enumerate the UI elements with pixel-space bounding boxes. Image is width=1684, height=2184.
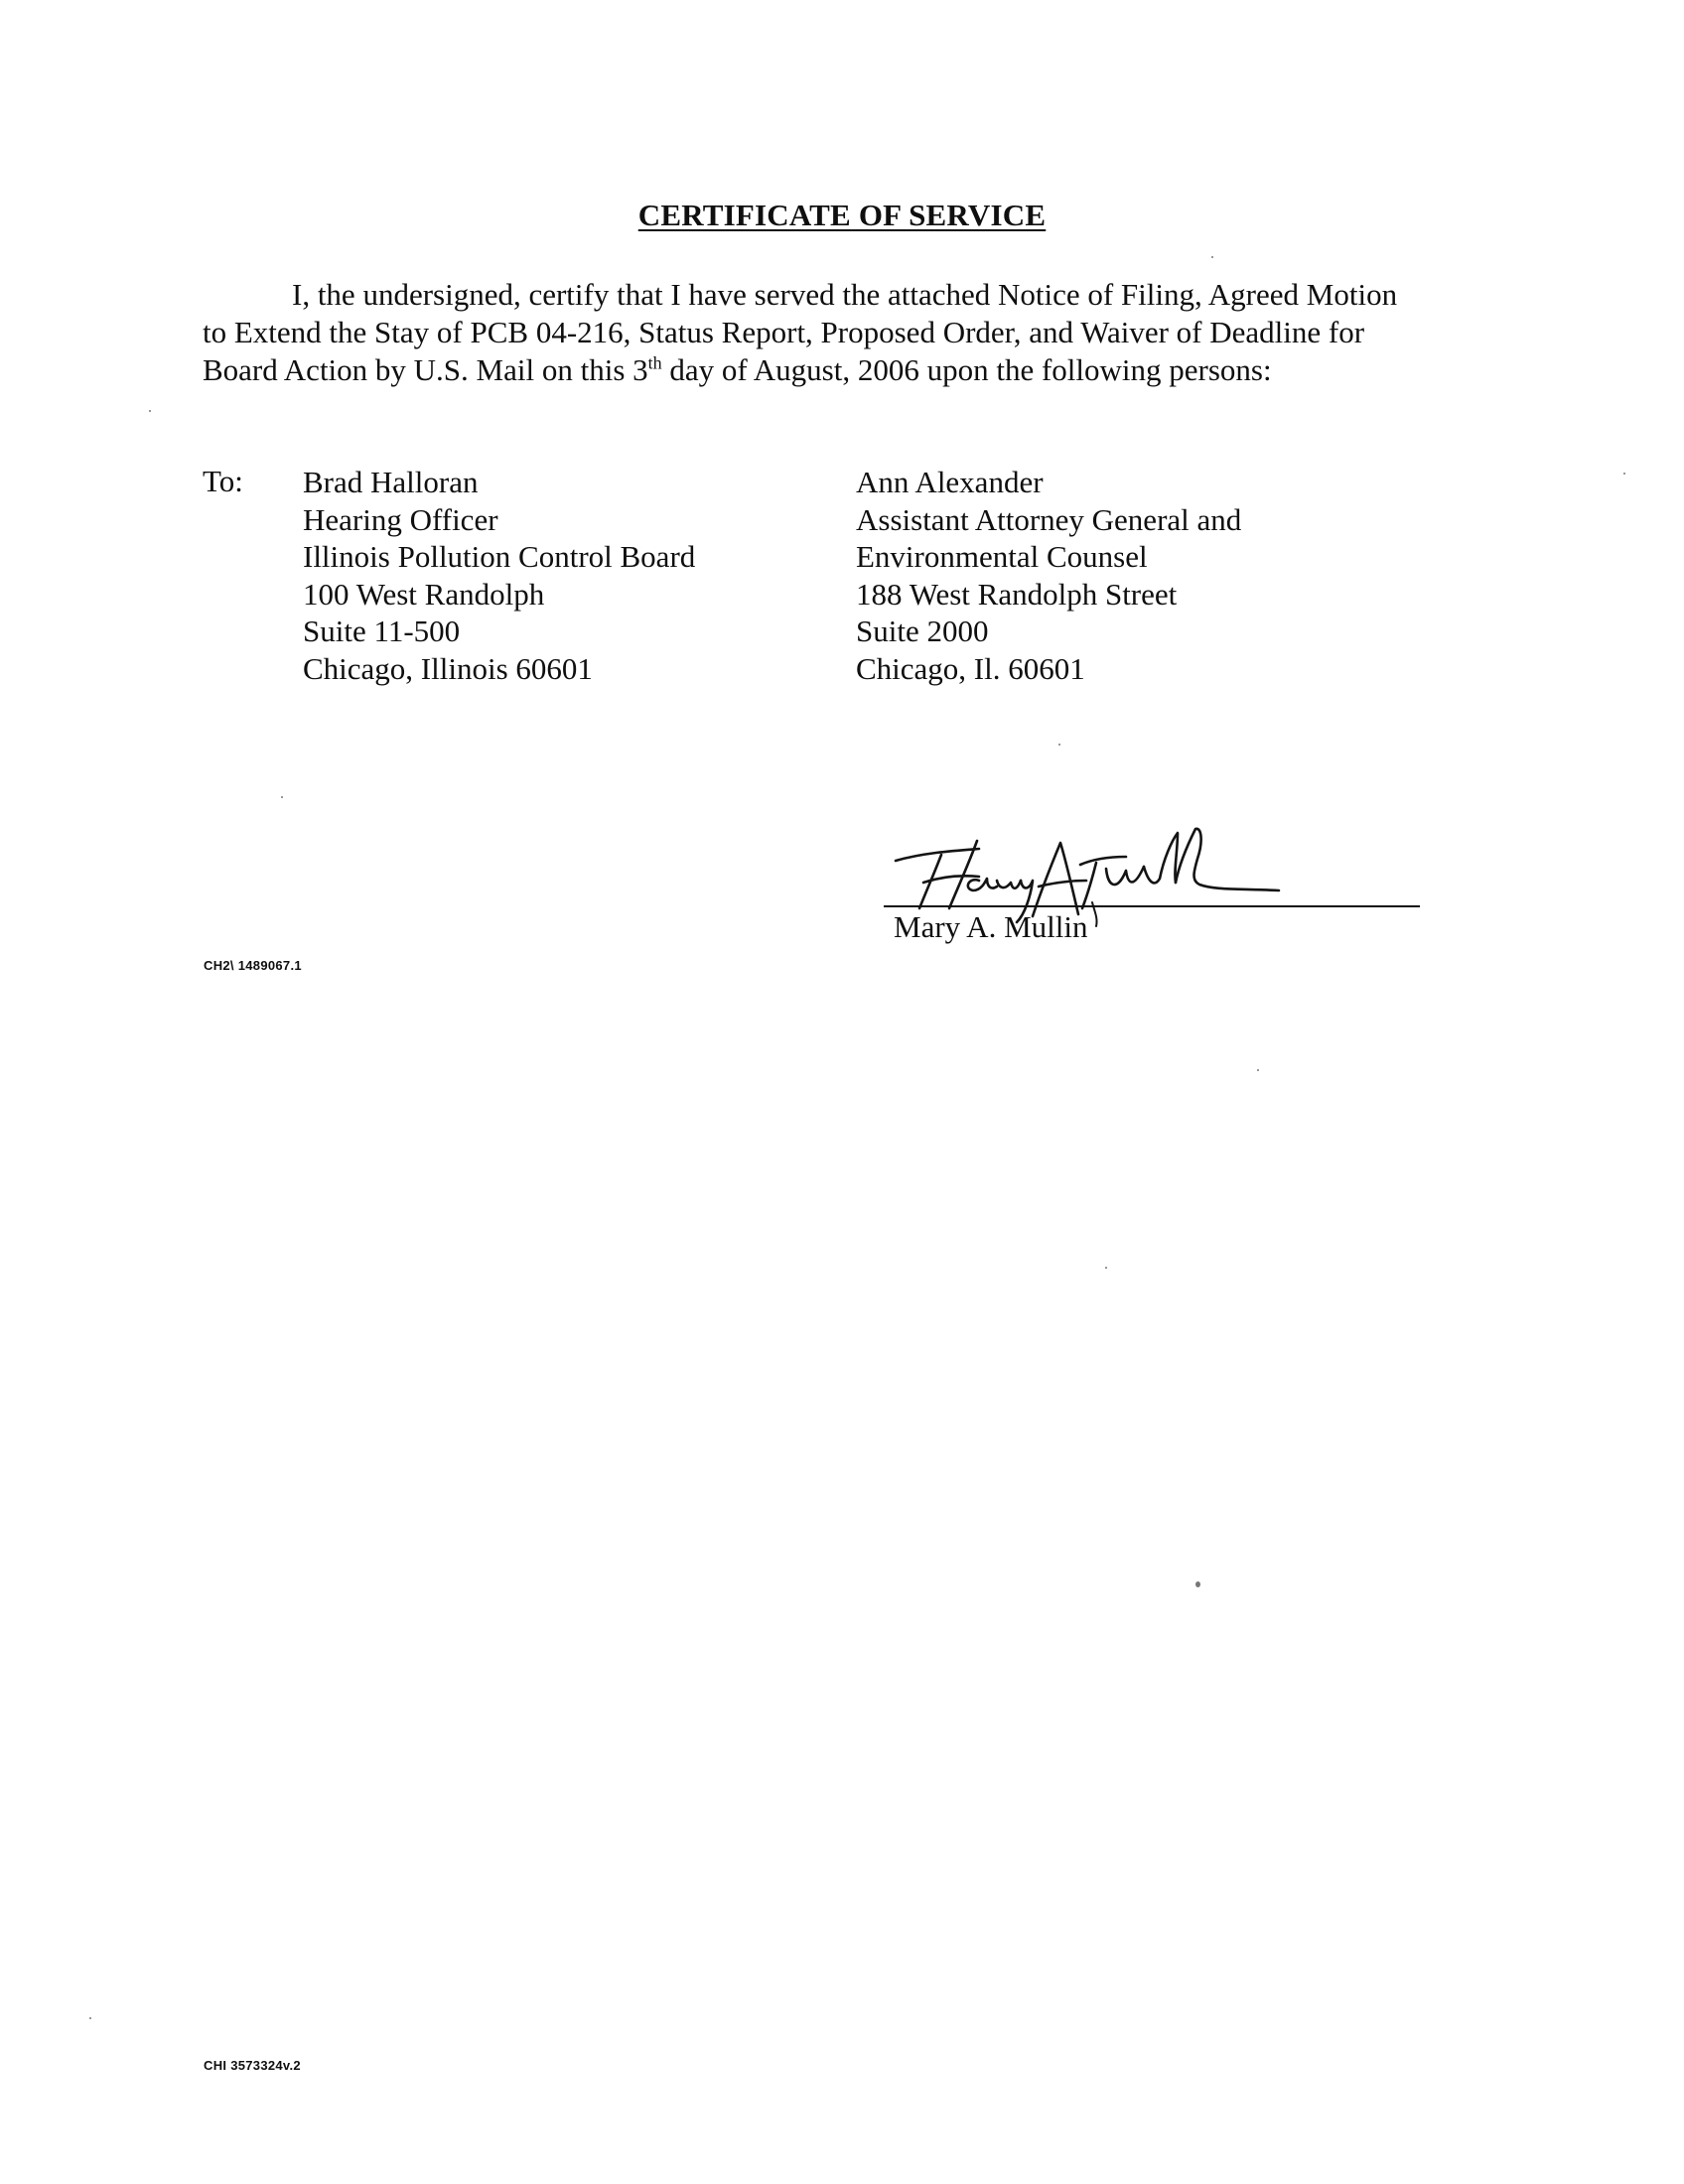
paragraph-line-3-end: day of August, 2006 upon the following persons: <box>661 352 1272 387</box>
paragraph-line-3-start: Board Action by U.S. Mail on this 3 <box>203 352 648 387</box>
scan-speck <box>281 796 283 798</box>
ordinal-suffix: th <box>647 352 662 373</box>
address-line: Suite 2000 <box>856 614 989 648</box>
paragraph-line-1: I, the undersigned, certify that I have served the attached Notice of Filing, Agreed Motion <box>292 277 1398 312</box>
signature-block <box>854 819 1430 968</box>
to-label: To: <box>203 464 243 498</box>
document-id-top: CH2\ 1489067.1 <box>204 958 302 973</box>
address-line: Chicago, Il. 60601 <box>856 650 1085 686</box>
address-line: 188 West Randolph Street <box>856 576 1178 612</box>
address-line: Hearing Officer <box>303 501 498 537</box>
address-line: Illinois Pollution Control Board <box>303 539 696 574</box>
paragraph-line-3 <box>203 351 1493 389</box>
scan-speck <box>1257 1069 1259 1071</box>
signature-line <box>884 905 1420 907</box>
recipient-address-halloran <box>303 464 695 687</box>
scan-speck <box>1058 744 1060 746</box>
scan-speck <box>89 2017 91 2019</box>
document-title: CERTIFICATE OF SERVICE <box>637 198 1047 232</box>
recipient-address-alexander <box>856 464 1241 687</box>
document-id-bottom: CHI 3573324v.2 <box>204 2058 301 2073</box>
address-line: Ann Alexander <box>856 465 1044 499</box>
address-line: Chicago, Illinois 60601 <box>303 650 593 686</box>
scan-speck <box>1195 1581 1200 1587</box>
address-line: 100 West Randolph <box>303 576 545 612</box>
signer-name: Mary A. Mullin <box>894 909 1088 944</box>
address-line: Brad Halloran <box>303 465 479 499</box>
scan-speck <box>1623 473 1625 475</box>
address-line: Assistant Attorney General and <box>856 501 1242 537</box>
paragraph-line-2: to Extend the Stay of PCB 04-216, Status Report, Proposed Order, and Waiver of Deadline for <box>203 315 1365 349</box>
address-line: Suite 11-500 <box>303 614 461 648</box>
scan-speck <box>1105 1267 1107 1269</box>
address-line: Environmental Counsel <box>856 539 1148 574</box>
scan-speck <box>1211 256 1213 258</box>
certification-paragraph <box>203 276 1493 389</box>
scan-speck <box>149 410 151 412</box>
